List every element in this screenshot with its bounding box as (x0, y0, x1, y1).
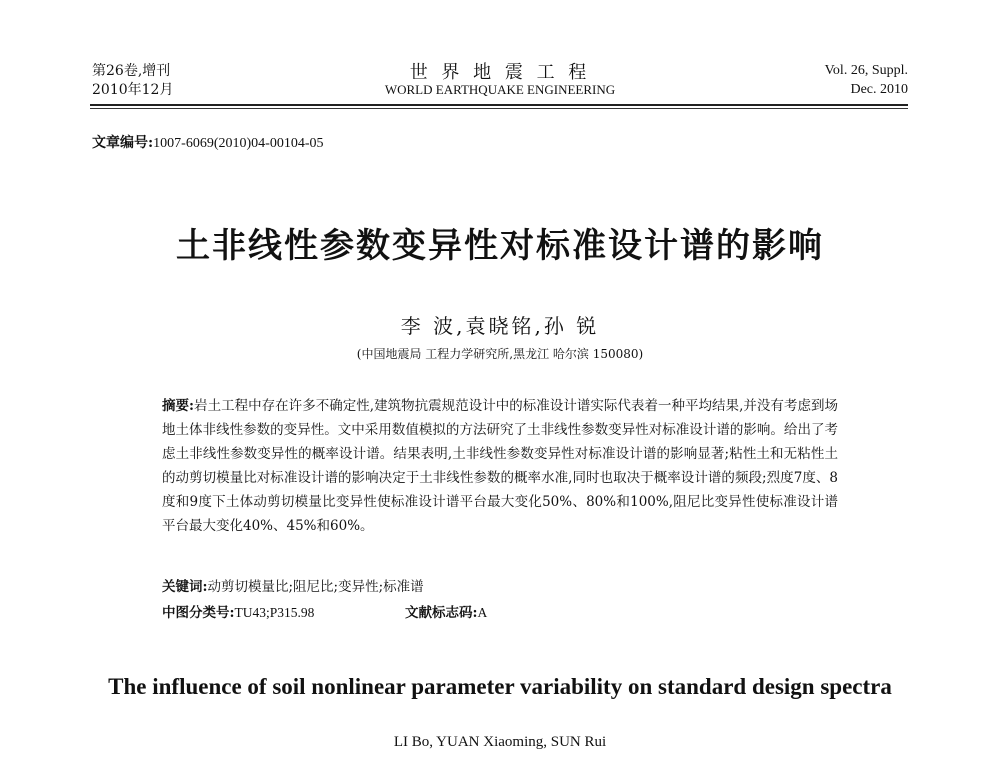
document-code (405, 601, 487, 621)
header-rule-thin (90, 108, 908, 109)
clc-classification (162, 601, 314, 621)
header-volume-cn: 第26卷,增刊 (92, 63, 171, 79)
paper-title-en: The influence of soil nonlinear parameter variability on standard design spectra (108, 674, 892, 699)
authors-en: LI Bo, YUAN Xiaoming, SUN Rui (393, 734, 607, 750)
clc-value: TU43;P315.98 (234, 605, 315, 620)
doc-code-value: A (477, 605, 488, 620)
header-date-en: Dec. 2010 (850, 82, 908, 97)
paper-title-cn: 土非线性参数变异性对标准设计谱的影响 (176, 226, 824, 266)
abstract (162, 394, 838, 538)
abstract-text: 岩土工程中存在许多不确定性,建筑物抗震规范设计中的标准设计谱实际代表着一种平均结果,并没有考虑到场地土体非线性参数的变异性。文中采用数值模拟的方法研究了土非线性参数变异性对标准设计谱的影响。给出了考虑土非线性参数变异性的概率设计谱。结果表明,土非线性参数变异性对标准设计谱的影响显著;粘性土和无粘性土的动剪切模量比对标准设计谱的影响决定于土非线性参数的概率水准,同时也取决于概率设计谱的频段;烈度7度、8度和9度下土体动剪切模量比变异性使标准设计谱平台最大变化50%、80%和100%,阻尼比变异性使标准设计谱平台最大变化40%、45%和60%。 (162, 398, 838, 534)
journal-title-cn: 世 界 地 震 工 程 (409, 62, 591, 83)
affiliation-cn: (中国地震局 工程力学研究所,黑龙江 哈尔滨 150080) (356, 347, 644, 361)
article-id (92, 132, 323, 152)
clc-label: 中图分类号: (162, 605, 235, 621)
article-id-value: 1007-6069(2010)04-00104-05 (153, 136, 324, 151)
doc-code-label: 文献标志码: (405, 605, 478, 621)
header-date-cn: 2010年12月 (92, 82, 174, 98)
authors-cn: 李 波,袁晓铭,孙 锐 (400, 314, 600, 338)
header-rule-thick (90, 104, 908, 106)
abstract-label: 摘要: (162, 398, 195, 414)
keywords-label: 关键词: (162, 579, 208, 595)
keywords (162, 575, 424, 595)
article-id-label: 文章编号: (92, 135, 154, 151)
header-volume-en: Vol. 26, Suppl. (824, 63, 908, 78)
keywords-value: 动剪切模量比;阻尼比;变异性;标准谱 (207, 579, 424, 595)
journal-title-en: WORLD EARTHQUAKE ENGINEERING (384, 82, 616, 97)
